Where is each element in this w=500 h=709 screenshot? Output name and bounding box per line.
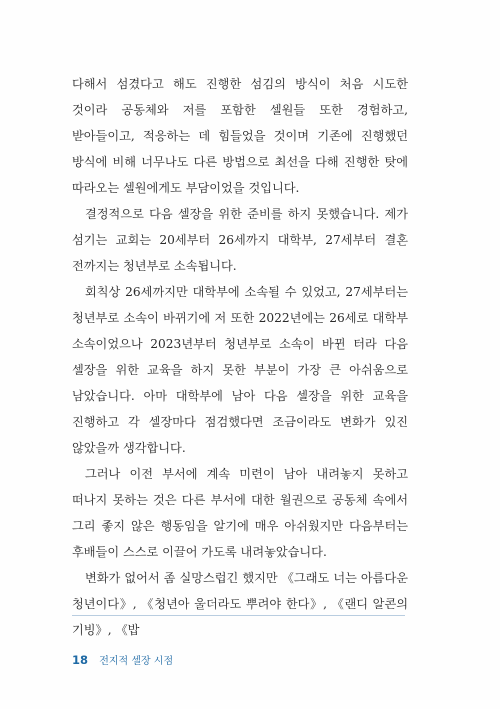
paragraph: 결정적으로 다음 셀장을 위한 준비를 하지 못했습니다. 제가 섬기는 교회는 20세부터 26세까지 대학부, 27세부터 결혼 전까지는 청년부로 소속됩니다. [72, 207, 408, 273]
page-footer [72, 652, 173, 667]
paragraph-continued: 다해서 섬겼다고 해도 진행한 섬김의 방식이 처음 시도한 것이라 공동체와 저를 포함한 셀원들 또한 경험하고, 받아들이고, 적응하는 데 힘들었을 것이며 기존에 진행했던 방식에 비해 너무나도 다른 방법으로 최선을 다해 진행한 탓에 따라오는 셀원에게도 부담이었을 것입니다. [72, 77, 408, 195]
footer-rule [72, 615, 405, 616]
paragraph: 회칙상 26세까지만 대학부에 소속될 수 있었고, 27세부터는 청년부로 소속이 바뀌기에 저 또한 2022년에는 26세로 대학부 소속이었으나 2023년부터 청년부로 소속이 바뀐 터라 다음 셀장을 위한 교육을 하지 못한 부분이 가장 큰 아쉬움으로 남았습니다. 아마 대학부에 남아 다음 셀장을 위한 교육을 진행하고 각 셀장마다 점검했다면 조금이라도 변화가 있진 않았을까 생각합니다. [72, 285, 408, 455]
page-number: 18 [72, 653, 89, 667]
paragraph: 그러나 이전 부서에 계속 미련이 남아 내려놓지 못하고 떠나지 못하는 것은 다른 부서에 대한 월권으로 공동체 속에서 그리 좋지 않은 행동임을 알기에 매우 아쉬웠지만 다음부터는 후배들이 스스로 이끌어 가도록 내려놓았습니다. [72, 467, 408, 559]
body-text [72, 71, 408, 643]
running-title: 전지적 셀장 시점 [99, 656, 174, 667]
paragraph: 변화가 없어서 좀 실망스럽긴 했지만 《그래도 너는 아름다운 청년이다》, 《청년아 울더라도 뿌려야 한다》, 《랜디 알콘의 기빙》, 《밥 [72, 571, 408, 637]
